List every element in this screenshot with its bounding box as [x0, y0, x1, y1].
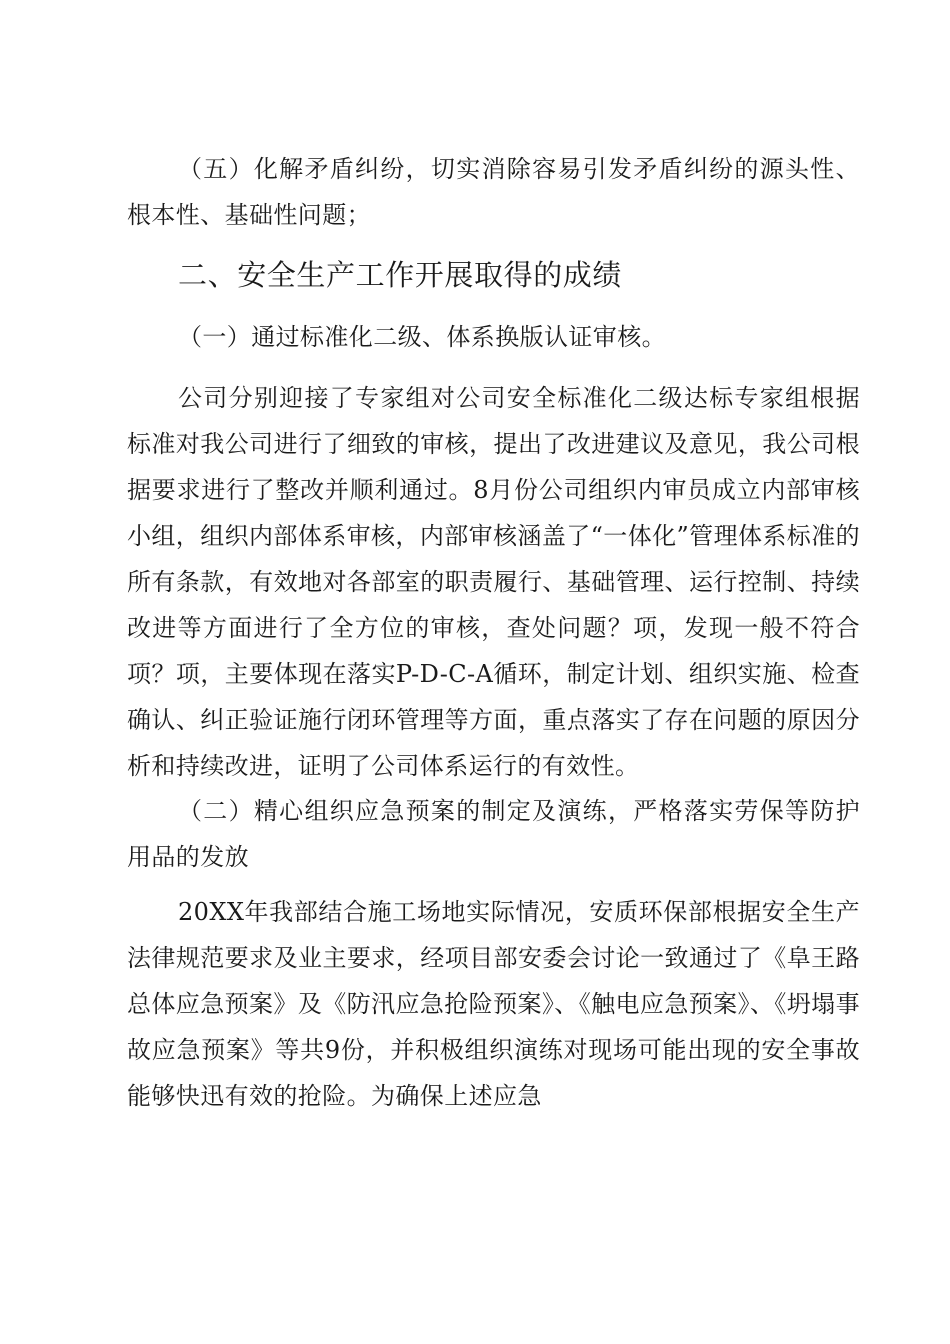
paragraph-emergency-plans: 20XX年我部结合施工场地实际情况，安质环保部根据安全生产法律规范要求及业主要求，经项目部安委会讨论一致通过了《阜王路总体应急预案》及《防汛应急抢险预案》、《触电应急预案》、《坍塌事故应急预案》等共9份，并积极组织演练对现场可能出现的安全事故能够快迅有效的抢险。为确保上述应急 — [127, 898, 860, 1110]
section-heading-achievements: 二、安全生产工作开展取得的成绩 — [178, 258, 623, 292]
paragraph-certification-audit: 公司分别迎接了专家组对公司安全标准化二级达标专家组根据标准对我公司进行了细致的审核，提出了改进建议及意见，我公司根据要求进行了整改并顺利通过。8月份公司组织内审员成立内部审核小组，组织内部体系审核，内部审核涵盖了“一体化”管理体系标准的所有条款，有效地对各部室的职责履行、基础管理、运行控制、持续改进等方面进行了全方位的审核，查处问题？项，发现一般不符合项？项，主要体现在落实P-D-C-A循环，制定计划、组织实施、检查确认、纠正验证施行闭环管理等方面，重点落实了存在问题的原因分析和持续改进，证明了公司体系运行的有效性。 — [127, 384, 860, 780]
subsection-heading-emergency-plans: （二）精心组织应急预案的制定及演练，严格落实劳保等防护用品的发放 — [127, 797, 860, 871]
subsection-heading-certification: （一）通过标准化二级、体系换版认证审核。 — [178, 323, 666, 351]
paragraph-item-5: （五）化解矛盾纠纷，切实消除容易引发矛盾纠纷的源头性、根本性、基础性问题； — [127, 155, 860, 229]
